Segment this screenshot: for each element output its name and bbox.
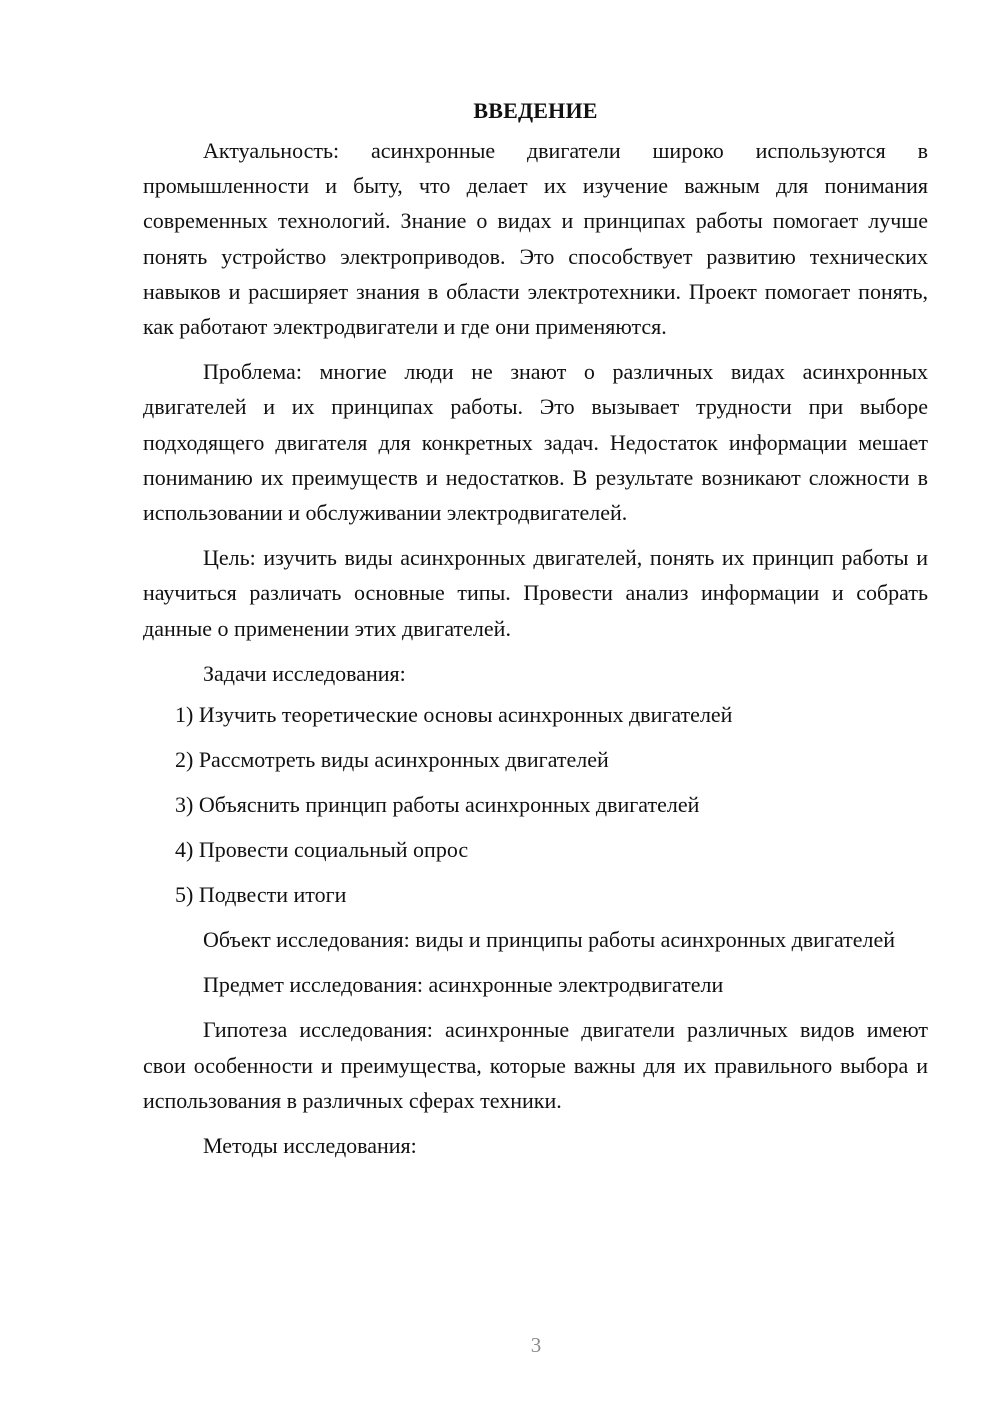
page-number: 3 xyxy=(530,1333,542,1357)
hypothesis-paragraph: Гипотеза исследования: асинхронные двигатели различных видов имеют свои особенности и преимущества, которые важны для их правильного выбора и использования в различных сферах техники. xyxy=(143,1017,928,1113)
page-title: ВВЕДЕНИЕ xyxy=(473,98,598,123)
task-item-2: 2) Рассмотреть виды асинхронных двигателей xyxy=(175,747,609,773)
task-item-4: 4) Провести социальный опрос xyxy=(175,837,469,863)
goal-paragraph: Цель: изучить виды асинхронных двигателей, понять их принцип работы и научиться различать основные типы. Провести анализ информации и собрать данные о применении этих двигателей. xyxy=(143,545,928,641)
subject-paragraph: Предмет исследования: асинхронные электродвигатели xyxy=(203,972,724,998)
document-page xyxy=(143,93,928,1163)
relevance-paragraph: Актуальность: асинхронные двигатели широко используются в промышленности и быту, что делает их изучение важным для понимания современных технологий. Знание о видах и принципах работы помогает лучше понять устройство электроприводов. Это способствует развитию технических навыков и расширяет знания в области электротехники. Проект помогает понять, как работают электродвигатели и где они применяются. xyxy=(143,138,928,340)
task-item-1: 1) Изучить теоретические основы асинхронных двигателей xyxy=(175,702,733,728)
methods-heading: Методы исследования: xyxy=(203,1133,417,1159)
tasks-heading: Задачи исследования: xyxy=(203,660,406,686)
object-paragraph: Объект исследования: виды и принципы работы асинхронных двигателей xyxy=(203,927,896,953)
task-item-3: 3) Объяснить принцип работы асинхронных двигателей xyxy=(175,792,700,818)
problem-paragraph: Проблема: многие люди не знают о различных видах асинхронных двигателей и их принципах работы. Это вызывает трудности при выборе подходящего двигателя для конкретных задач. Недостаток информации мешает пониманию их преимуществ и недостатков. В результате возникают сложности в использовании и обслуживании электродвигателей. xyxy=(143,359,928,526)
task-item-5: 5) Подвести итоги xyxy=(175,882,347,908)
tasks-list xyxy=(143,697,928,912)
